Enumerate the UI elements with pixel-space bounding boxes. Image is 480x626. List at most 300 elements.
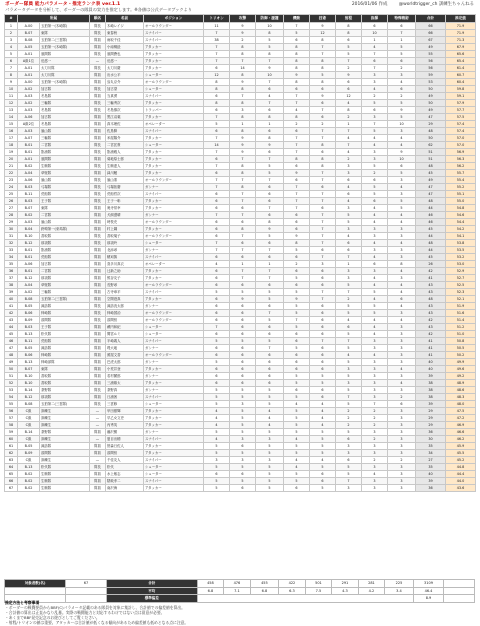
row-team: 草壁隊 [40,282,90,289]
row-skill: 6 [310,184,336,191]
row-special: 4 [388,303,416,310]
row-defense: 8 [256,114,284,121]
row-command: 3 [362,387,388,394]
table-row [5,23,476,30]
row-attack: 9 [230,135,256,142]
row-defense: 5 [256,387,284,394]
row-skill: 4 [310,457,336,464]
row-name: 茶野真 [106,387,144,394]
summary-table [4,579,475,603]
row-rank: 隊員 [90,478,106,485]
row-total: 45 [416,226,446,233]
row-score: 56.2 [446,163,476,170]
row-trion: 7 [204,240,230,247]
row-unit: B-04 [18,226,40,233]
row-total: 44 [416,205,446,212]
row-rank: 隊員 [90,135,106,142]
row-name: 那須玲 [106,240,144,247]
table-row [5,86,476,93]
row-skill: 7 [310,212,336,219]
row-defense: 5 [256,464,284,471]
row-attack: 3 [230,401,256,408]
row-unit: A-06 [18,177,40,184]
row-index: 38 [5,282,18,289]
row-special: 4 [388,79,416,86]
row-rank: 隊員 [90,394,106,401]
row-team: 柿崎部隊 [40,359,90,366]
table-row [5,226,476,233]
avg-mobility: 6.3 [279,587,306,595]
row-index: 3 [5,37,18,44]
row-mobility: 5 [284,345,310,352]
row-defense: 6 [256,212,284,219]
row-index: 45 [5,331,18,338]
row-mobility: 6 [284,366,310,373]
table-row [5,149,476,156]
row-defense: 7 [256,58,284,65]
row-attack: 5 [230,464,256,471]
row-attack: 8 [230,51,256,58]
row-skill: 5 [310,450,336,457]
row-skill: 5 [310,464,336,471]
row-team: 漆間隊 [40,317,90,324]
row-index: 49 [5,359,18,366]
row-name: 空閑遊真 [106,296,144,303]
row-defense: 7 [256,275,284,282]
row-mobility: 9 [284,296,310,303]
table-row [5,79,476,86]
row-index: 8 [5,72,18,79]
row-attack: 6 [230,205,256,212]
row-skill: 5 [310,436,336,443]
col-header-range: 射程 [336,15,362,23]
row-position: アタッカー [144,443,204,450]
row-total: 39 [416,401,446,408]
row-mobility: 4 [284,457,310,464]
row-defense: 6 [256,86,284,93]
row-trion: 7 [204,51,230,58]
row-position: アタッカー [144,450,204,457]
row-attack: 8 [230,44,256,51]
row-position: シューター [144,471,204,478]
row-mobility: 6 [284,282,310,289]
row-index: 58 [5,422,18,429]
table-row [5,366,476,373]
row-total: 35 [416,443,446,450]
table-header-row [5,15,476,23]
row-index: 50 [5,366,18,373]
row-skill: 4 [310,422,336,429]
row-command: 4 [362,240,388,247]
row-rank: 隊長 [90,107,106,114]
table-row [5,338,476,345]
row-skill: 7 [310,233,336,240]
row-total: 30 [416,436,446,443]
row-mobility: 6 [284,163,310,170]
row-attack: 7 [230,198,256,205]
row-trion: 6 [204,170,230,177]
total-command: 281 [358,580,385,588]
row-command: 2 [362,422,388,429]
row-mobility: 5 [284,303,310,310]
row-team: 訓練生 [40,415,90,422]
row-command: 7 [362,121,388,128]
row-special: 3 [388,352,416,359]
row-attack: 5 [230,387,256,394]
row-trion: 6 [204,93,230,100]
row-mobility: 8 [284,44,310,51]
row-range: 5 [336,359,362,366]
row-index: 34 [5,254,18,261]
row-attack: 8 [230,72,256,79]
row-score: 54.1 [446,233,476,240]
row-team: 諏訪隊 [40,443,90,450]
row-mobility: 7 [284,23,310,30]
row-trion: 3 [204,457,230,464]
row-rank: 隊員 [90,121,106,128]
row-position: アタッカー [144,65,204,72]
row-team: 太刀川隊 [40,72,90,79]
row-special: 3 [388,485,416,492]
row-command: 4 [362,317,388,324]
row-defense: 4 [256,422,284,429]
row-position: アタッカー [144,156,204,163]
row-special: 3 [388,471,416,478]
row-trion: 6 [204,156,230,163]
row-range: 5 [336,345,362,352]
row-rank: 隊長 [90,177,106,184]
table-row [5,408,476,415]
table-row [5,254,476,261]
row-total: 67 [416,37,446,44]
row-command: 6 [362,58,388,65]
row-attack: 8 [230,86,256,93]
row-name: 喜多川真衣 [106,261,144,268]
row-name: 甲田照輝 [106,408,144,415]
row-unit: A-00 [18,79,40,86]
row-command: 5 [362,184,388,191]
row-trion: 8 [204,86,230,93]
row-rank: 隊員 [90,93,106,100]
row-score: 57.9 [446,100,476,107]
row-score: 65.4 [446,58,476,65]
row-attack: 6 [230,373,256,380]
row-total: 38 [416,394,446,401]
row-position: ガンナー [144,387,204,394]
row-unit: A-03 [18,128,40,135]
row-mobility: 6 [284,128,310,135]
row-trion: 7 [204,324,230,331]
row-team: 東隊 [40,366,90,373]
row-trion: 6 [204,275,230,282]
row-mobility: 7 [284,142,310,149]
row-score: 51.9 [446,303,476,310]
row-command: 6 [362,261,388,268]
row-trion: 6 [204,380,230,387]
row-rank: 隊員 [90,373,106,380]
row-skill: 6 [310,359,336,366]
row-attack: 7 [230,268,256,275]
row-team: 那須隊 [40,394,90,401]
row-command: 4 [362,282,388,289]
row-skill: 8 [310,58,336,65]
table-row [5,240,476,247]
row-defense: 6 [256,303,284,310]
row-skill: 5 [310,443,336,450]
row-mobility: 5 [284,443,310,450]
row-defense: 5 [256,170,284,177]
row-defense: 8 [256,219,284,226]
row-index: 35 [5,261,18,268]
row-unit: B-02 [18,212,40,219]
row-trion: 6 [204,303,230,310]
row-unit: A-04 [18,170,40,177]
row-command: 3 [362,394,388,401]
row-unit: B-02 [18,163,40,170]
row-trion: 6 [204,198,230,205]
row-unit: B-05 [18,443,40,450]
row-score: 59.1 [446,93,476,100]
table-row [5,457,476,464]
table-row [5,450,476,457]
row-unit: B-07 [18,366,40,373]
row-command: 1 [362,37,388,44]
row-team: 加古隊 [40,261,90,268]
row-rank: 隊員 [90,331,106,338]
row-total: 40 [416,359,446,366]
row-unit: A級2位 [18,121,40,128]
row-total: 38 [416,387,446,394]
row-team: 香取隊 [40,233,90,240]
row-mobility: 6 [284,177,310,184]
row-unit: B-10 [18,373,40,380]
row-defense: 1 [256,261,284,268]
row-name: 雨取千佳 [106,37,144,44]
row-skill: 8 [310,156,336,163]
avg-attack: 7.1 [224,587,251,595]
row-range: 5 [336,401,362,408]
row-index: 61 [5,443,18,450]
row-mobility: 6 [284,387,310,394]
table-row [5,464,476,471]
row-total: 50 [416,86,446,93]
row-range: 4 [336,100,362,107]
row-trion: 7 [204,163,230,170]
row-range: 6 [336,191,362,198]
avg-blank-c [444,587,475,595]
row-index: 32 [5,240,18,247]
row-name: 漆間恒 [106,450,144,457]
row-special: 2 [388,457,416,464]
row-mobility: 8 [284,79,310,86]
row-command: 7 [362,51,388,58]
row-index: 43 [5,317,18,324]
row-total: 48 [416,163,446,170]
col-header-command: 指揮 [362,15,388,23]
row-name: 二宮匡貴 [106,142,144,149]
row-unit: A-07 [18,135,40,142]
row-score: 60.4 [446,79,476,86]
row-total: 36 [416,429,446,436]
row-special: 3 [388,331,416,338]
row-skill: 5 [310,72,336,79]
row-total: 46 [416,219,446,226]
row-index: 53 [5,387,18,394]
count-label: 対象者数(名) [5,580,66,588]
row-skill: 7 [310,198,336,205]
row-unit: B-01 [18,268,40,275]
row-unit: B-03 [18,324,40,331]
row-skill: 9 [310,23,336,30]
row-name: 東春秋 [106,30,144,37]
row-rank: 隊員 [90,170,106,177]
row-team: 嵐山隊 [40,128,90,135]
row-team: 三輪隊 [40,135,90,142]
table-row [5,72,476,79]
table-row [5,478,476,485]
row-trion: 5 [204,121,230,128]
row-unit: B-01 [18,254,40,261]
row-range: 5 [336,464,362,471]
row-index: 55 [5,401,18,408]
row-team: 玉狛第二(三雲隊) [40,296,90,303]
row-defense: 1 [256,121,284,128]
row-total: 29 [416,422,446,429]
row-special: 3 [388,72,416,79]
row-unit: A-00 [18,23,40,30]
row-skill: 7 [310,135,336,142]
row-mobility: 8 [284,240,310,247]
row-mobility: 5 [284,289,310,296]
row-name: 松代 [106,464,144,471]
row-name: 木崎レイジ [106,23,144,30]
row-range: 6 [336,37,362,44]
row-total: 35 [416,464,446,471]
row-skill: 7 [310,44,336,51]
table-row [5,30,476,37]
row-attack: 1 [230,261,256,268]
table-row [5,324,476,331]
row-team: 加古隊 [40,114,90,121]
row-command: 2 [362,93,388,100]
row-trion: 5 [204,338,230,345]
row-mobility: 9 [284,233,310,240]
row-attack: 9 [230,296,256,303]
row-defense: 6 [256,191,284,198]
row-defense: 7 [256,247,284,254]
row-special: 3 [388,191,416,198]
row-range: 6 [336,177,362,184]
row-total: 59 [416,72,446,79]
row-unit: C級 [18,415,40,422]
row-attack: 3 [230,107,256,114]
row-mobility: 6 [284,359,310,366]
total-range: 291 [332,580,359,588]
row-total: 53 [416,79,446,86]
row-unit: B-05 [18,303,40,310]
row-name: 照屋文香 [106,352,144,359]
table-row [5,485,476,492]
row-total: 41 [416,352,446,359]
row-name: 迅悠一 [106,58,144,65]
table-row [5,51,476,58]
row-position: アタッカー [144,380,204,387]
row-position: シューター [144,324,204,331]
row-skill: 6 [310,303,336,310]
row-defense: 6 [256,184,284,191]
row-range: 7 [336,289,362,296]
row-rank: 隊員 [90,261,106,268]
row-range: 2 [336,296,362,303]
row-skill: 7 [310,240,336,247]
row-team: 荒船隊 [40,191,90,198]
row-trion: 6 [204,471,230,478]
row-range: 2 [336,415,362,422]
row-score: 56.3 [446,156,476,163]
row-range: 8 [336,107,362,114]
row-position: アタッカー [144,114,204,121]
row-special: 3 [388,226,416,233]
row-team: 訓練生 [40,436,90,443]
row-unit: B-11 [18,338,40,345]
row-defense: 6 [256,254,284,261]
row-unit: B-10 [18,380,40,387]
row-rank: 隊員 [90,37,106,44]
row-trion: 4 [204,436,230,443]
row-name: 穂刈篤 [106,254,144,261]
row-range: 1 [336,261,362,268]
row-skill: 8 [310,163,336,170]
row-total: 39 [416,478,446,485]
row-index: 17 [5,135,18,142]
row-index: 20 [5,156,18,163]
row-special: 4 [388,212,416,219]
row-attack: 9 [230,142,256,149]
row-position: シューター [144,240,204,247]
row-mobility: 2 [284,261,310,268]
row-range: 6 [336,240,362,247]
row-team: 香取隊 [40,373,90,380]
row-name: 日浦茜 [106,394,144,401]
row-mobility: 6 [284,219,310,226]
row-defense: 3 [256,436,284,443]
row-mobility: 7 [284,191,310,198]
row-team: 玉狛第一(木崎隊) [40,23,90,30]
row-range: 5 [336,44,362,51]
col-header-score: 推定値 [446,15,476,23]
row-rank: 隊員 [90,429,106,436]
row-name: 荒船哲次 [106,191,144,198]
row-rank: 隊長 [90,240,106,247]
row-position: スナイパー [144,289,204,296]
row-name: 水上敏志 [106,471,144,478]
row-skill: 6 [310,114,336,121]
row-index: 28 [5,212,18,219]
row-index: 5 [5,51,18,58]
row-mobility: 7 [284,93,310,100]
row-position: アタッカー [144,226,204,233]
row-index: 26 [5,198,18,205]
row-name: 長野尋 [106,282,144,289]
row-range: 3 [336,268,362,275]
row-name: 出水公平 [106,72,144,79]
row-mobility: 5 [284,415,310,422]
row-index: 4 [5,44,18,51]
row-team: 生駒隊 [40,485,90,492]
row-trion: 4 [204,261,230,268]
row-score: 50.8 [446,338,476,345]
row-skill: 6 [310,345,336,352]
